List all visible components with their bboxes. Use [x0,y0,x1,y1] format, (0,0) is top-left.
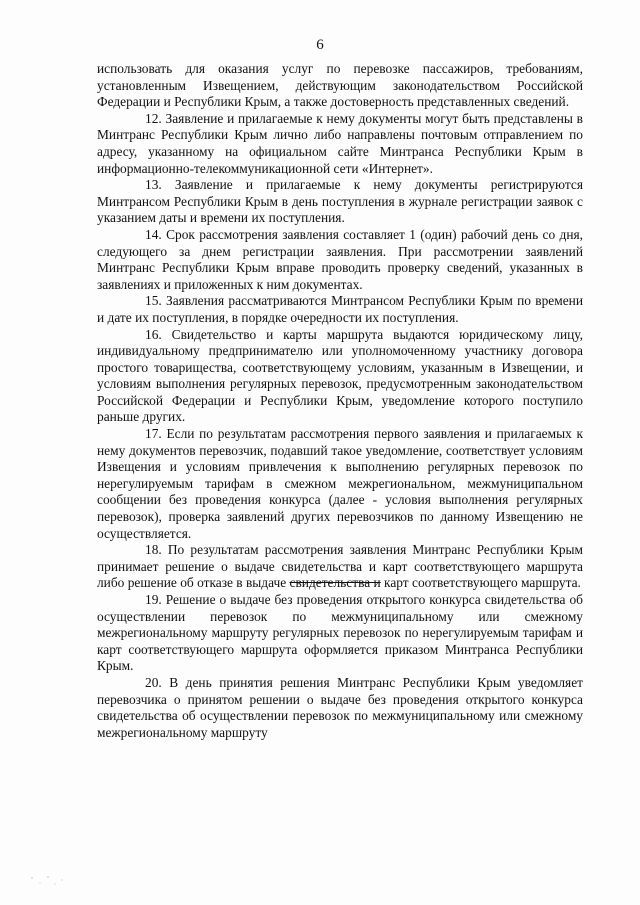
scan-specks-decoration [28,874,68,888]
paragraph-18-text-before: 18. По результатам рассмотрения заявления Минтранс Республики Крым принимает решение о выдаче свидетельства и карт соответствующего маршрута либо решение об отказе в выдаче [97,542,583,591]
paragraph-17: 17. Если по результатам рассмотрения первого заявления и прилагаемых к нему документов перевозчик, подавший такое уведомление, соответствует условиям Извещения и условиям привлечения к выполнению регулярных перевозок по нерегулируемым тарифам в смежном межрегиональном, межмуниципальном сообщении без проведения конкурса (далее - условия выполнения регулярных перевозок), проверка заявлений других перевозчиков по данному Извещению не осуществляется. [97,426,583,541]
paragraph-14: 14. Срок рассмотрения заявления составляет 1 (один) рабочий день со дня, следующего за днем регистрации заявления. При рассмотрении заявлений Минтранс Республики Крым вправе проводить проверку сведений, указанных в заявлениях и приложенных к ним документах. [97,226,583,292]
paragraph-18 [97,542,583,592]
paragraph-20: 20. В день принятия решения Минтранс Республики Крым уведомляет перевозчика о принятом решении о выдаче без проведения открытого конкурса свидетельства об осуществлении перевозок по межмуниципальному или смежному межрегиональному маршруту [97,674,583,740]
struck-text: свидетельства и [289,575,381,591]
paragraph-13: 13. Заявление и прилагаемые к нему документы регистрируются Минтрансом Республики Крым в день поступления в журнале регистрации заявок с указанием даты и времени их поступления. [97,177,583,226]
document-body [97,61,583,741]
paragraph-continuation: использовать для оказания услуг по перевозке пассажиров, требованиям, установленным Извещением, действующим законодательством Российской Федерации и Республики Крым, а также достоверность представленных сведений. [97,61,583,110]
paragraph-16: 16. Свидетельство и карты маршрута выдаются юридическому лицу, индивидуальному предпринимателю или уполномоченному участнику договора простого товарищества, соответствующему условиям, указанным в Извещении, и условиям выполнения регулярных перевозок, предусмотренным законодательством Российской Федерации и Республики Крым, уведомление которого поступило раньше других. [97,326,583,425]
paragraph-12: 12. Заявление и прилагаемые к нему документы могут быть представлены в Минтранс Республики Крым лично либо направлены почтовым отправлением по адресу, указанному на официальном сайте Минтранса Республики Крым в информационно-телекоммуникационной сети «Интернет». [97,110,583,176]
paragraph-15: 15. Заявления рассматриваются Минтрансом Республики Крым по времени и дате их поступления, в порядке очередности их поступления. [97,293,583,325]
page-number: 6 [316,37,324,53]
paragraph-18-text-after: карт соответствующего маршрута. [380,575,581,591]
paragraph-19: 19. Решение о выдаче без проведения открытого конкурса свидетельства об осуществлении перевозок по межмуниципальному или смежному межрегиональному маршруту регулярных перевозок по нерегулируемым тарифам и карт соответствующего маршрута оформляется приказом Минтранса Республики Крым. [97,592,583,674]
